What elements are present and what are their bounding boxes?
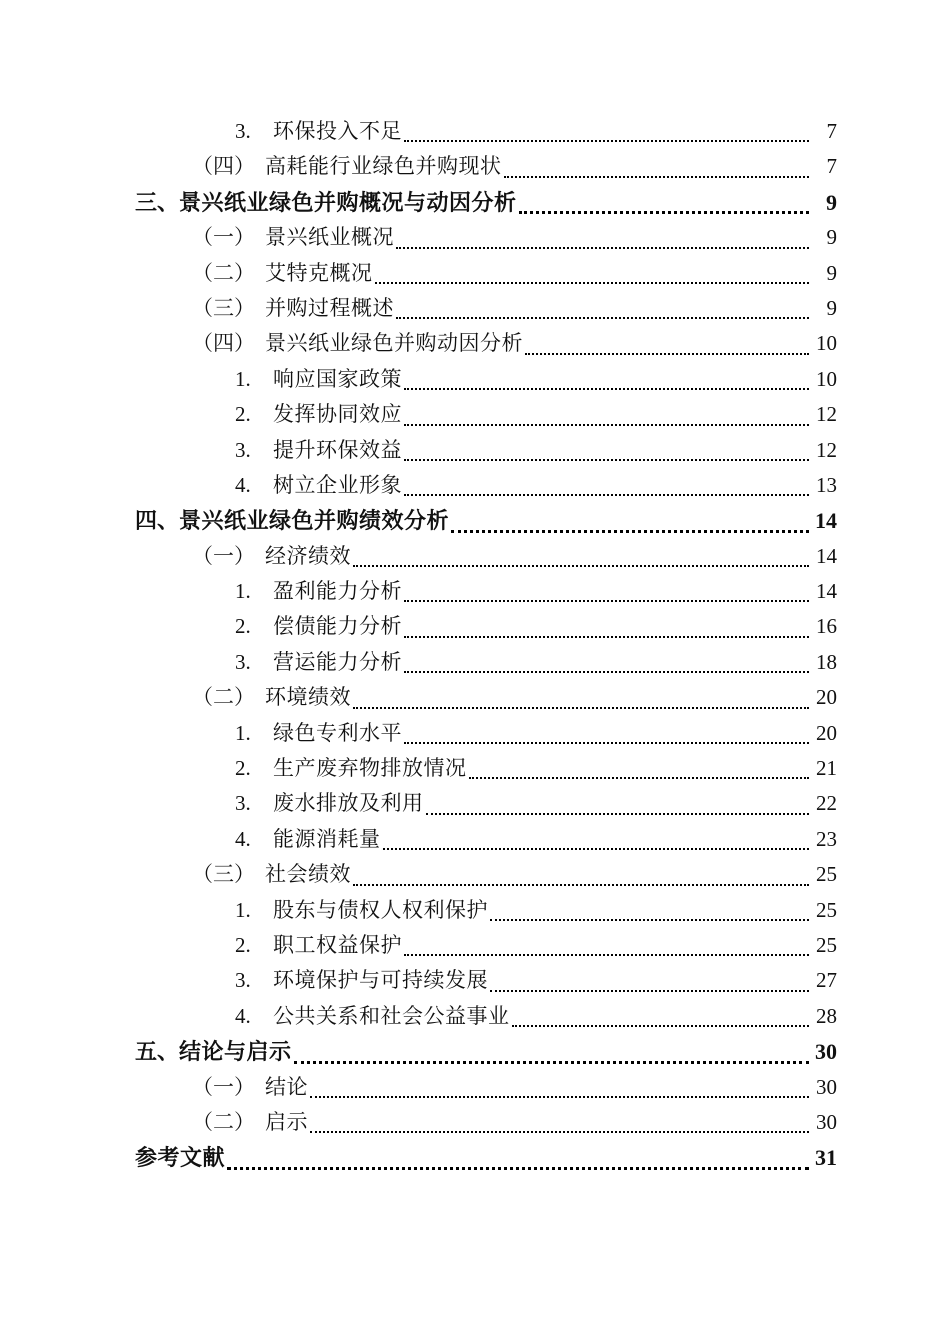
dot-leader	[404, 388, 809, 390]
toc-entry-number: 3.	[235, 791, 251, 816]
toc-entry-title: 启示	[265, 1109, 308, 1134]
toc-entry-title: 环境保护与可持续发展	[273, 968, 488, 993]
toc-entry-page: 9	[826, 295, 837, 320]
toc-entry[interactable]	[135, 786, 837, 821]
dot-leader	[525, 353, 809, 355]
toc-entry-number: 四、	[135, 508, 180, 534]
toc-entry-number: （一）	[192, 543, 255, 568]
toc-entry-number: （四）	[192, 154, 255, 179]
dot-leader	[227, 1167, 809, 1170]
toc-entry[interactable]	[135, 822, 837, 857]
toc-entry-number: 3.	[235, 119, 251, 143]
dot-leader	[353, 884, 809, 886]
toc-entry-page: 16	[816, 614, 837, 639]
dot-leader	[490, 990, 809, 992]
toc-entry-page: 20	[816, 720, 837, 745]
dot-leader	[404, 459, 809, 461]
dot-leader	[404, 954, 809, 956]
dot-leader	[519, 211, 809, 214]
toc-entry-page: 27	[816, 968, 837, 993]
toc-entry[interactable]	[135, 716, 837, 751]
dot-leader	[404, 742, 809, 744]
toc-entry-number: （二）	[192, 685, 255, 710]
toc-entry-page: 9	[826, 260, 837, 285]
dot-leader	[310, 1096, 809, 1098]
toc-entry-page: 30	[816, 1109, 837, 1134]
toc-entry-number: （四）	[192, 331, 255, 356]
dot-leader	[294, 1061, 809, 1064]
dot-leader	[426, 813, 810, 815]
toc-entry-number: 2.	[235, 614, 251, 639]
toc-entry-title: 废水排放及利用	[273, 791, 424, 816]
toc-entry-number: 1.	[235, 897, 251, 922]
toc-entry-title: 经济绩效	[265, 543, 351, 568]
toc-entry-page: 31	[815, 1145, 837, 1171]
dot-leader	[353, 565, 809, 567]
toc-entry-page: 20	[816, 685, 837, 710]
toc-entry-number: 1.	[235, 579, 251, 604]
dot-leader	[451, 530, 809, 533]
toc-entry-title: 景兴纸业绿色并购绩效分析	[179, 508, 450, 534]
toc-entry[interactable]	[135, 1070, 837, 1105]
toc-entry-number: 3.	[235, 968, 251, 993]
toc-entry-page: 7	[826, 119, 837, 143]
dot-leader	[404, 671, 809, 673]
toc-entry-number: 2.	[235, 756, 251, 781]
toc-entry-title: 能源消耗量	[273, 826, 381, 851]
toc-entry-title: 发挥协同效应	[273, 402, 402, 427]
toc-entry-title: 参考文献	[135, 1145, 226, 1171]
toc-entry-page: 25	[816, 862, 837, 887]
toc-entry[interactable]	[135, 326, 837, 361]
dot-leader	[404, 424, 809, 426]
dot-leader	[383, 848, 810, 850]
toc-entry-title: 艾特克概况	[265, 260, 373, 285]
toc-entry[interactable]	[135, 857, 837, 892]
toc-entry-title: 绿色专利水平	[273, 720, 402, 745]
toc-entry[interactable]	[135, 468, 837, 503]
dot-leader	[504, 176, 810, 178]
dot-leader	[404, 636, 809, 638]
dot-leader	[404, 140, 809, 142]
toc-entry-number: （一）	[192, 1074, 255, 1099]
toc-entry-page: 10	[816, 366, 837, 391]
toc-entry-number: 4.	[235, 826, 251, 851]
toc-entry-number: （三）	[192, 862, 255, 887]
toc-entry[interactable]	[135, 539, 837, 574]
toc-entry[interactable]	[135, 928, 837, 963]
toc-entry[interactable]	[135, 185, 837, 220]
dot-leader	[396, 317, 809, 319]
toc-entry-title: 公共关系和社会公益事业	[273, 1003, 510, 1028]
toc-entry-page: 9	[826, 189, 837, 215]
toc-entry[interactable]	[135, 291, 837, 326]
toc-entry-page: 28	[816, 1003, 837, 1028]
toc-entry-title: 高耗能行业绿色并购现状	[265, 154, 502, 179]
dot-leader	[396, 247, 809, 249]
toc-entry[interactable]	[135, 999, 837, 1034]
toc-entry-title: 提升环保效益	[273, 437, 402, 462]
toc-entry-title: 环境绩效	[265, 685, 351, 710]
dot-leader	[512, 1025, 810, 1027]
dot-leader	[310, 1131, 809, 1133]
toc-entry[interactable]	[135, 433, 837, 468]
toc-entry-page: 12	[816, 437, 837, 462]
toc-entry-title: 景兴纸业绿色并购动因分析	[265, 331, 523, 356]
dot-leader	[490, 919, 809, 921]
toc-entry[interactable]	[135, 963, 837, 998]
toc-entry-page: 14	[816, 543, 837, 568]
toc-entry[interactable]	[135, 362, 837, 397]
toc-entry-number: 4.	[235, 1003, 251, 1028]
toc-entry-number: 4.	[235, 472, 251, 497]
toc-entry[interactable]	[135, 149, 837, 184]
dot-leader	[375, 282, 810, 284]
toc-entry-number: （三）	[192, 295, 255, 320]
toc-entry-title: 股东与债权人权利保护	[273, 897, 488, 922]
toc-entry-number: 3.	[235, 649, 251, 674]
toc-entry-number: 3.	[235, 437, 251, 462]
toc-entry[interactable]	[135, 1140, 837, 1175]
toc-entry-title: 偿债能力分析	[273, 614, 402, 639]
toc-entry[interactable]	[135, 1034, 837, 1069]
toc-entry[interactable]	[135, 397, 837, 432]
toc-entry-title: 景兴纸业概况	[265, 225, 394, 250]
toc-entry-page: 30	[816, 1074, 837, 1099]
toc-entry[interactable]	[135, 256, 837, 291]
toc-entry-title: 结论与启示	[179, 1039, 292, 1065]
dot-leader	[404, 600, 809, 602]
toc-entry-number: （二）	[192, 1109, 255, 1134]
toc-entry-page: 9	[826, 225, 837, 250]
toc-entry-page: 21	[816, 756, 837, 781]
toc-entry-page: 22	[816, 791, 837, 816]
toc-entry-title: 职工权益保护	[273, 932, 402, 957]
toc-entry-page: 14	[815, 508, 837, 534]
toc-entry-page: 25	[816, 932, 837, 957]
toc-entry-title: 营运能力分析	[273, 649, 402, 674]
toc-entry[interactable]	[135, 114, 837, 149]
toc-entry-number: （二）	[192, 260, 255, 285]
toc-entry-number: 1.	[235, 720, 251, 745]
toc-entry[interactable]	[135, 893, 837, 928]
toc-entry-page: 23	[816, 826, 837, 851]
toc-entry-page: 10	[816, 331, 837, 356]
toc-entry-page: 14	[816, 579, 837, 604]
toc-entry-number: 2.	[235, 402, 251, 427]
toc-entry[interactable]	[135, 680, 837, 715]
toc-entry-title: 盈利能力分析	[273, 579, 402, 604]
toc-entry-page: 7	[826, 154, 837, 179]
toc-entry[interactable]	[135, 751, 837, 786]
toc-entry-number: 三、	[135, 189, 180, 215]
dot-leader	[469, 777, 810, 779]
toc-entry-page: 13	[816, 472, 837, 497]
toc-entry-title: 生产废弃物排放情况	[273, 756, 467, 781]
table-of-contents	[135, 114, 837, 1176]
toc-entry-title: 并购过程概述	[265, 295, 394, 320]
toc-entry-number: 五、	[135, 1039, 180, 1065]
toc-entry-number: 1.	[235, 366, 251, 391]
dot-leader	[404, 494, 809, 496]
toc-entry-number: 2.	[235, 932, 251, 957]
toc-entry-number: （一）	[192, 225, 255, 250]
toc-entry-page: 18	[816, 649, 837, 674]
toc-entry[interactable]	[135, 1105, 837, 1140]
toc-entry[interactable]	[135, 645, 837, 680]
toc-entry-page: 25	[816, 897, 837, 922]
dot-leader	[353, 707, 809, 709]
toc-entry-page: 30	[815, 1039, 837, 1065]
toc-entry[interactable]	[135, 609, 837, 644]
toc-entry-title: 环保投入不足	[273, 119, 402, 143]
toc-entry-title: 结论	[265, 1074, 308, 1099]
toc-entry-title: 景兴纸业绿色并购概况与动因分析	[179, 189, 517, 215]
toc-entry-page: 12	[816, 402, 837, 427]
toc-entry[interactable]	[135, 220, 837, 255]
toc-entry-title: 响应国家政策	[273, 366, 402, 391]
toc-entry[interactable]	[135, 503, 837, 538]
toc-entry-title: 树立企业形象	[273, 472, 402, 497]
toc-entry-title: 社会绩效	[265, 862, 351, 887]
toc-entry[interactable]	[135, 574, 837, 609]
